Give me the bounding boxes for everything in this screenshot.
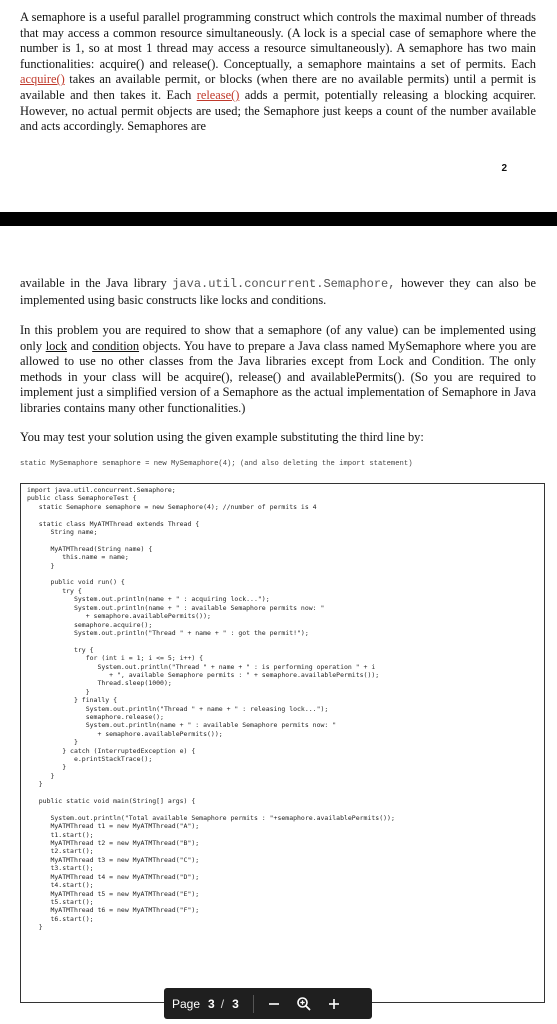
code-line: MyATMThread t4 = new MyATMThread("D");	[27, 872, 200, 881]
code-line: static Semaphore semaphore = new Semaphore(4); //number of permits is 4	[27, 502, 317, 511]
code-line	[27, 570, 544, 578]
document-page-2	[0, 0, 557, 212]
code-line: } finally {	[27, 696, 118, 705]
code-line: System.out.println("Thread " + name + " : releasing lock...");	[27, 704, 329, 713]
code-line: MyATMThread t5 = new MyATMThread("E");	[27, 889, 200, 898]
code-line: t3.start();	[27, 864, 94, 873]
code-line: t6.start();	[27, 914, 94, 923]
semaphore-class-code: java.util.concurrent.Semaphore,	[172, 277, 396, 291]
code-line: System.out.println("Thread " + name + " : got the permit!");	[27, 628, 309, 637]
page-separator	[0, 212, 557, 226]
code-line: public void run() {	[27, 578, 125, 587]
magnifier-plus-icon	[296, 996, 312, 1012]
code-line: try {	[27, 586, 82, 595]
code-line: for (int i = 1; i <= 5; i++) {	[27, 654, 204, 663]
code-line: }	[27, 561, 55, 570]
current-page-number[interactable]: 3	[208, 996, 215, 1011]
document-page-3	[0, 226, 557, 1024]
test-instruction: You may test your solution using the given example substituting the third line by:	[20, 430, 424, 444]
intro-text-2: takes an available permit, or blocks (when there are no available permits) until a permit is available and then takes it. Each	[20, 72, 536, 102]
code-line: System.out.println(name + " : available Semaphore permits now: "	[27, 603, 325, 612]
code-line: e.printStackTrace();	[27, 755, 153, 763]
condition-term: condition	[92, 338, 140, 353]
code-line: MyATMThread(String name) {	[27, 544, 153, 553]
code-line: try {	[27, 645, 94, 654]
library-text-a: available in the Java library	[20, 276, 173, 290]
code-line	[27, 536, 544, 544]
code-line: public static void main(String[] args) {	[27, 797, 196, 806]
code-listing-box	[20, 483, 545, 1003]
code-line: semaphore.acquire();	[27, 620, 153, 629]
code-line: + semaphore.availablePermits());	[27, 729, 223, 738]
substitution-statement: static MySemaphore semaphore = new MySemaphore(4); (and also deleting the import statement)	[20, 460, 413, 468]
add-button[interactable]	[324, 994, 344, 1014]
problem-text-b: objects. You have to prepare a Java class named MySemaphore where you are allowed to use no other classes from the Java libraries except from Lock and Condition. The only methods in your class will be acquire(), release() and availablePermits(). (So you are required to implement just a simplified version of a Semaphore as the actual implementation of Semaphore in Java libraries contains many other functionalities.)	[20, 338, 536, 415]
code-line: System.out.println("Total available Semaphore permits : "+semaphore.availablePermits());	[27, 813, 395, 822]
lock-term: lock	[45, 338, 68, 353]
code-line: MyATMThread t1 = new MyATMThread("A");	[27, 822, 200, 831]
code-line: t2.start();	[27, 847, 94, 856]
code-listing	[27, 486, 544, 932]
code-line: }	[27, 763, 67, 772]
page-number: 2	[501, 163, 507, 174]
problem-paragraph	[20, 323, 536, 417]
page-navigation-toolbar	[164, 988, 372, 1019]
code-line	[27, 789, 544, 797]
code-line	[27, 805, 544, 813]
acquire-link[interactable]: acquire()	[20, 72, 65, 87]
code-line	[27, 637, 544, 645]
code-line: public class SemaphoreTest {	[27, 494, 137, 503]
library-text-b: however they can also be implemented using basic constructs like locks and conditions.	[20, 276, 536, 307]
minus-icon	[267, 997, 281, 1011]
code-line: System.out.println(name + " : available Semaphore permits now: "	[27, 721, 337, 730]
code-line: static class MyATMThread extends Thread {	[27, 519, 200, 528]
page-label: Page	[172, 996, 201, 1011]
intro-text-1: A semaphore is a useful parallel programming construct which controls the maximal number of threads that may access a common resource simultaneously. (A lock is a special case of semaphore where the number is 1, so at most 1 thread may access a resource simultaneously). A semaphore has two main functionalities: acquire() and release(). Conceptually, a semaphore maintains a set of permits. Each	[20, 10, 536, 71]
page-separator-slash: /	[220, 996, 225, 1011]
problem-text-a: In this problem you are required to show that a semaphore (of any value) can be implemented using only	[20, 323, 536, 353]
code-line: + semaphore.availablePermits());	[27, 612, 211, 621]
code-line: t1.start();	[27, 830, 94, 839]
problem-text-and: and	[67, 338, 93, 353]
code-line	[27, 511, 544, 519]
total-pages: 3	[232, 996, 239, 1011]
code-line: System.out.println(name + " : acquiring lock...");	[27, 595, 270, 604]
code-line: }	[27, 923, 43, 932]
code-line: }	[27, 780, 43, 789]
semaphore-intro-paragraph	[20, 10, 536, 135]
code-line: t4.start();	[27, 881, 94, 890]
release-link[interactable]: release()	[196, 87, 240, 102]
code-line: this.name = name;	[27, 553, 129, 562]
zoom-in-button[interactable]	[294, 994, 314, 1014]
code-line: + ", available Semaphore permits : " + semaphore.availablePermits());	[27, 670, 380, 679]
zoom-out-button[interactable]	[264, 994, 284, 1014]
toolbar-divider	[253, 995, 254, 1013]
code-line: import java.util.concurrent.Semaphore;	[27, 486, 176, 494]
code-line: }	[27, 771, 55, 780]
code-line: t5.start();	[27, 897, 94, 906]
plus-icon	[327, 997, 341, 1011]
library-paragraph	[20, 276, 536, 308]
code-line: MyATMThread t6 = new MyATMThread("F");	[27, 906, 200, 915]
code-line: MyATMThread t3 = new MyATMThread("C");	[27, 855, 200, 864]
code-line: }	[27, 738, 78, 747]
intro-text-3: adds a permit, potentially releasing a blocking acquirer. However, no actual permit objects are used; the Semaphore just keeps a count of the number available and acts accordingly. Semaphores are	[20, 87, 536, 134]
code-line: MyATMThread t2 = new MyATMThread("B");	[27, 839, 200, 848]
code-line: String name;	[27, 528, 98, 537]
code-line: } catch (InterruptedException e) {	[27, 746, 196, 755]
code-line: System.out.println("Thread " + name + " : is performing operation " + i	[27, 662, 376, 671]
code-line: Thread.sleep(1000);	[27, 679, 172, 688]
code-line: semaphore.release();	[27, 712, 164, 721]
code-line: }	[27, 687, 90, 696]
